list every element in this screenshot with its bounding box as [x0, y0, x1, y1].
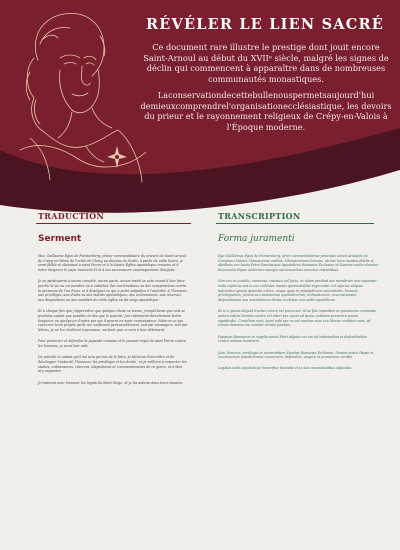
translation-paragraph: De priorité et autant qu'il me sera permis de le faire, je tâcherai d'accroître et de développer l'autorité, l'honneur, les privilèges et les droits ; et je veillerai à respecter les statuts, ordonnances, réserves, dispositions et commandements de ce genre, et à bien m'y rapporter.	[38, 355, 187, 374]
transcription-paragraph: Et si a quovis aliquid tractari sciero vel procurari, id ne fiat impediam et quantocius commode potero eidem Domino nostro vel alteri per quem ad ipsius notitiam pervenire possit, significabo. Consilium vero, quod mihi per se aut nuntios suos seu literas credituri sunt, ad eorum damnum me sciente nemini pandam.	[218, 309, 376, 328]
intro-paragraph: Laconservationdecettebullenouspermetsaujourd'hui demieuxcomprendrel'organisationecclésiastique, les devoirs du prieur et le rayonnement religieux de Crépy-en-Valois à l'Époque moderne.	[140, 90, 392, 132]
transcription-paragraph: Ego Guillelmus Egon de Furstenberg, prior commendatarius prioratus sancti Arnulphi de Crespiaco Valesio Cluniacensis ordinis, Silvanectensis diocesis, ab hac hora inantea fidelis et obediens ero beato Petro Sanctaeque Apostolicae Romanae Ecclesiae et Domino nostro domino Innocentio Papae undecimo suisque successoribus canonice intrantibus.	[218, 254, 378, 273]
translation-column	[38, 254, 188, 392]
intro-paragraph: Ce document rare illustre le prestige dont jouit encore Saint-Arnoul au début du XVIIᵉ siècle, malgré les signes de déclin qui commencent à apparaître dans de nombreuses communautés monastiques.	[143, 42, 389, 84]
cross-pendant-icon	[104, 144, 130, 170]
transcription-paragraph: Legatos sedis apostolicae honorifice tractabo et in suis necessitatibus adjuvabo.	[218, 366, 353, 371]
translation-heading: TRADUCTION	[38, 211, 105, 221]
transcription-divider	[216, 223, 374, 224]
transcription-heading: TRANSCRIPTION	[218, 211, 301, 221]
transcription-paragraph: Non ero in consilio, consensu, tractatu vel facto, ut vitam perdant aut membrum seu capiantur mala captione aut in eos violenter manus quomodolibet ingerantur vel injuriae aliquae inferantur quovis quaesito colore, neque quae in praejudicium auctoritatis, honoris, privilegiorum, jurium seu statutorum apostolicorum, ordinationum, reservationum, dispositionum seu mandatorum dictae ecclesiae seu sedis apostolicae.	[218, 279, 377, 303]
transcription-paragraph: Papatum Romanum et regalia sancti Petri adjutor eis ero ad retinendum et defendendum contra omnem hominem.	[218, 334, 368, 344]
transcription-paragraph: Jura, honores, privilegia et auctoritatem Sanctae Romanae Ecclesiae, Domini nostri Papae et successorum praedictorum conservare, defendere, augere et promovere curabo.	[218, 350, 374, 360]
translation-subheading: Serment	[38, 234, 82, 244]
intro-text	[140, 42, 392, 138]
page-title: RÉVÉLER LE LIEN SACRÉ	[146, 16, 384, 33]
translation-paragraph: Pour préserver et défendre la papauté romaine et le pouvoir royal de saint Pierre contre les hommes, je serai leur aide.	[38, 339, 187, 349]
transcription-column	[218, 254, 378, 378]
translation-divider	[36, 223, 191, 224]
transcription-subheading: Forma juramenti	[218, 234, 295, 244]
translation-paragraph: Et à chaque fois que j'apprendrai que quelque chose se trame, j'empêcherai que cela se produise autant que possible et dès que le pourrai, j'en informerai directement Notre Seigneur, ou quelqu'un d'autre par qui il pourra en avoir connaissance. Mais en ce qui concerne leurs projets qu'ils me confieront personnellement, soit par messagers, soit par lettres, je ne les révélerai à personne, sachant que ce sera à leur détriment.	[38, 309, 188, 333]
translation-paragraph: Moi, Guillaume Egon de Furstenberg, prieur-commendataire du prieuré de Saint-Arnoul de Crépy-en-Valois de l'ordre de Cluny, au diocèse de Senlis, à partir de cette heure, je serai fidèle et obéissant à saint Pierre et à la Sainte Église apostolique romaine et à notre Seigneur le pape Innocent XI et à ses successeurs canoniquement désignés.	[38, 254, 186, 273]
translation-paragraph: Je ne participerai à aucun complot, aucun pacte, aucun traité ou acte visant à leur faire perdre la vie ou un membre ou à entacher des machinations ou des conspirations contre la personne de l'un d'eux, ni à divulguer ce qui a porté préjudice à l'autorité, à l'honneur, aux privilèges, aux droits ou aux statuts apostoliques, aux ordonnances, aux réserves, aux dispositions ou aux mandats de cette église ou du siège apostolique.	[38, 279, 188, 303]
translation-paragraph: Je traiterai avec honneur les légats du Saint-Siège, et je les aiderai dans leurs besoins.	[38, 380, 184, 385]
